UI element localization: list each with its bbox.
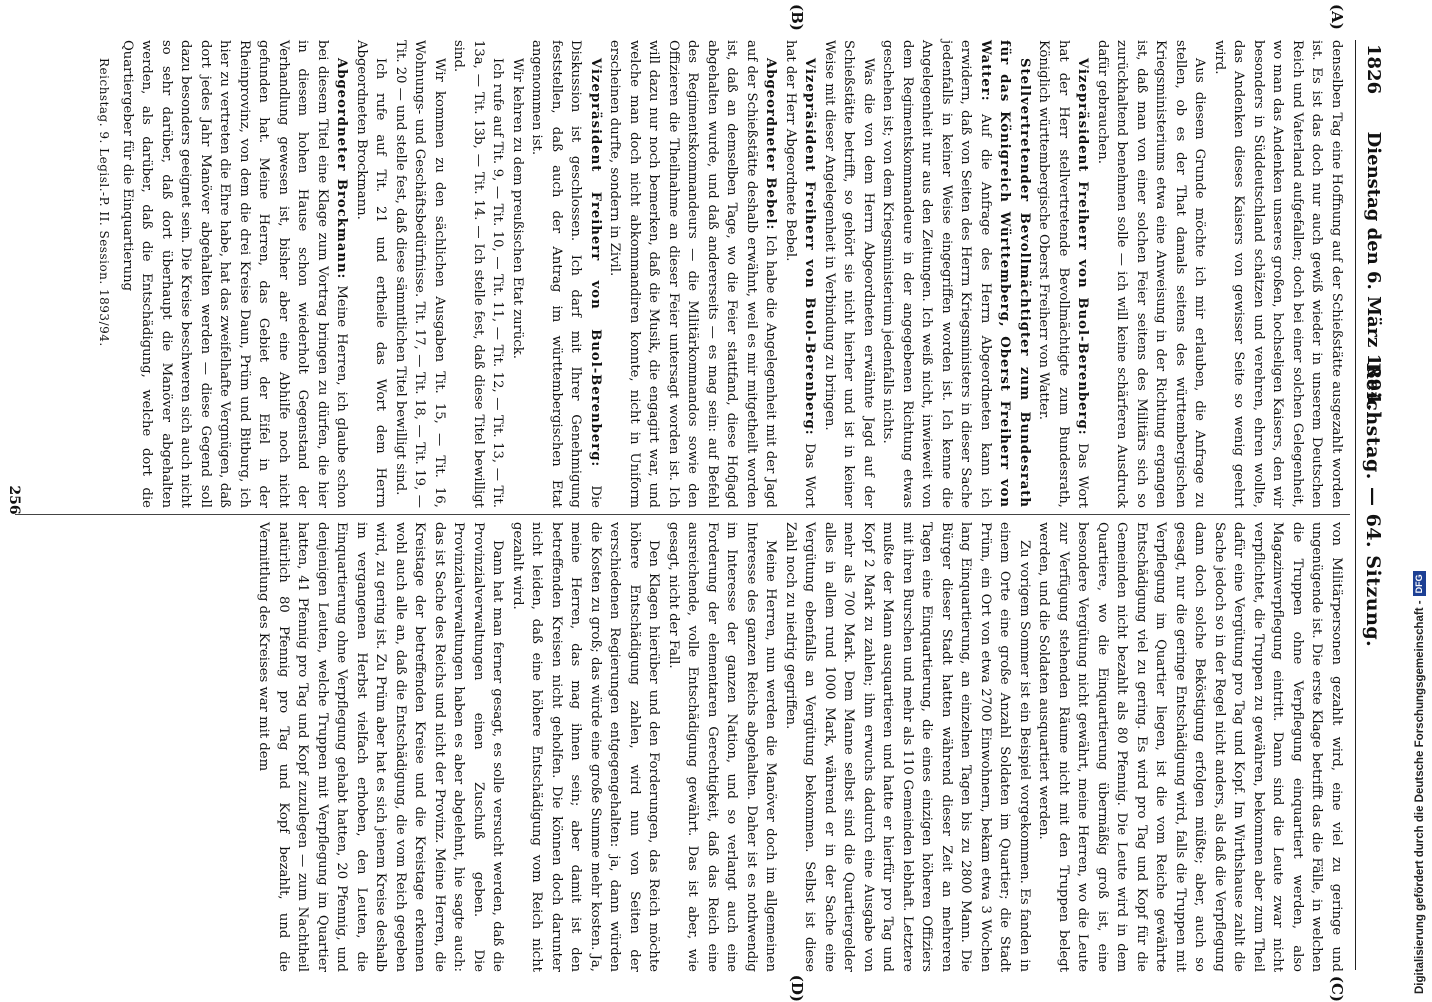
speaker-name: Abgeordneter Brockmann: (334, 58, 350, 280)
paragraph (781, 40, 820, 508)
header-date: Dienstag den 6. März 1894. (1363, 131, 1384, 410)
paragraph: Wir kommen zu den sächlichen Ausgaben Tit. 15, — Tit. 16, Wohnungs- und Geschäftsbedürfnisse. Tit. 17, — Tit. 18, — Tit. 19, — Tit. 20 — und stelle fest, daß diese sämmtlichen Titel bewilligt sind. (393, 40, 447, 508)
paragraph: Zu vorigem Sommer ist ein Beispiel vorgekommen. Es fanden in einem Orte eine große Anzahl Soldaten im Quartier; die Stadt Prüm, ein Ort von etwa 2700 Einwohnern, bekam etwa 3 Wochen lang Einquartierung, an einzelnen Tagen bis zu 2800 Mann. Die Bürger dieser Stadt hatten während dieser Zeit an mehreren Tagen eine Einquartierung, die eines einzigen höheren Offiziers mit ihren Burschen und mehr als 110 Gemeinden lebhaft. Letztere mußte der Mann ausquartieren und hatte er hierfür pro Tag und Kopf 2 Mark zu zahlen; ihm erwuchs dadurch eine Ausgabe von mehr als 700 Mark. Dem Manne selbst sind die Quartiergelder alles in allem rund 1000 Mark, während er in der Sache eine Vergütung ebenfalls an Vergütung bekommen. Selbst ist diese Zahl noch zu niedrig gegriffen. (783, 522, 1032, 972)
paragraph: denselben Tag eine Hoffnung auf der Schießstätte ausgezahlt worden ist. Es ist das doch nur auch gewiß wieder in unserem Deutschen Reich und Vaterland aufgefallen; doch bei einer solchen Gelegenheit, wo man das Andenken unseres großen, hochseligen Kaisers, den wir besonders in Süddeutschland schätzen und verehren, ehren wollte, das Andenken dieses Kaisers von gewisser Seite so wenig geehrt wird. (1212, 40, 1344, 508)
speaker-name: Vizepräsident Freiherr von Buol-Berenberg: (802, 58, 818, 436)
speaker-name: Vizepräsident Freiherr von Buol-Berenberg: (1075, 58, 1091, 436)
paragraph: Was die von dem Herrn Abgeordneten erwähnte Jagd auf der Schießstätte betrifft, so gehört sie nicht hierher und ist in keiner Weise mit dieser Angelegenheit in Verbindung zu bringen. (822, 40, 876, 508)
left-column (94, 4, 1346, 509)
speech-text: Auf die Anfrage des Herrn Abgeordneten kann ich erwidern, daß von Seiten des Herrn Kriegsministers in dieser Sache jedenfalls in keiner Weise eingegriffen worden ist. Ich kenne die Angelegenheit nur aus den Zeitungen. Ich weiß nicht, inwieweit von dem Regimentskommandeure in der angegebenen Richtung etwas geschehen ist; von dem Kriegsministerium jedenfalls nichts. (880, 40, 993, 508)
margin-marker-c: (C) (1328, 975, 1346, 1002)
speech-text: Die Diskussion ist geschlossen. Ich darf mit Ihrer Genehmigung feststellen, daß auch der Antrag im württembergischen Etat angenommen ist. (529, 40, 603, 508)
margin-marker-d: (D) (788, 974, 806, 1002)
digitization-note-text: Digitalisierung gefördert durch die Deutsche Forschungsgemeinschaft - (1414, 600, 1426, 994)
paragraph (1034, 40, 1093, 508)
paragraph: Ich rufe auf Tit. 9, — Tit. 10, — Tit. 11, — Tit. 12, — Tit. 13, — Tit. 13a, — Tit. 13b, — Tit. 14. — Ich stelle fest, daß diese Titel bewilligt sind. (451, 40, 506, 508)
paragraph: Aus diesem Grunde möchte ich mir erlauben, die Anfrage zu stellen, ob es der That damals seitens des württembergischen Kriegsministeriums etwa eine Anweisung in der Richtung ergangen ist, daß man von einer solchen Feier seitens des Militärs sich so zurückhaltend benehmen solle — ich will keine schärferen Ausdruck dafür gebrauchen. (1095, 40, 1208, 508)
dfg-logo-icon: DFG (1413, 571, 1426, 596)
paragraph: Meine Herren, nun werden die Manöver doch im allgemeinen Interesse des ganzen Reichs abgehalten. Daher ist es nothwendig im Interesse der ganzen Nation, und so verlangt auch eine Forderung der elementaren Gerechtigkeit, daß das Reich eine ausreichende, volle Entschädigung gewährt. Das ist aber, wie gesagt, nicht der Fall. (666, 522, 779, 972)
paragraph: Den Klagen hierüber und den Forderungen, das Reich möchte höhere Entschädigung zahlen, wird nun von Seiten der verschiedenen Regierungen entgegengehalten: ja, dann würden die Kosten zu groß; das würde eine große Summe mehr kosten. Ja, meine Herren, das mag ihnen sein; aber damit ist den betreffenden Kreisen nicht geholfen. Die können doch darunter nicht leiden, daß eine höhere Entschädigung vom Reich nicht gezahlt wird. (510, 522, 662, 972)
paragraph (118, 40, 352, 508)
speaker-name: Vizepräsident Freiherr von Buol-Berenberg: (588, 58, 603, 468)
digitization-note (1410, 0, 1430, 1000)
speech-text: Das Wort hat der Herr stellvertretende Bevollmächtigte zum Bundesrath, Königlich württembergische Oberst Freiherr von Watter. (1036, 40, 1091, 508)
page-footer-number: 256 (6, 485, 22, 515)
paragraph: Dann hat man ferner gesagt, es solle versucht werden, daß die Provinzialverwaltungen einen Zuschuß geben. Die Provinzialverwaltungen haben es aber abgelehnt, hie sagte auch: das ist Sache des Reichs und nicht der Provinz. Meine Herren, die Kreistage der betreffenden Kreise und die Kreistage erkennen wohl auch alle an, daß die Entschädigung, die vom Reich gegeben wird, zu gering ist. Zu Prüm aber hat es sich jenem Kreise deshalb im vergangenen Herbst vielfach erhoben, den Leuten, die Einquartierung ohne Verpflegung gehabt hatten, 20 Pfennig, und denjenigen Leuten, welche Truppen mit Verpflegung im Quartier hatten, 41 Pfennig pro Tag und Kopf zuzulegen — zum Nachtheil natürlich 80 Pfennig pro Tag und Kopf bezahlt, und die Vermittlung des Kreises war mit dem (256, 522, 506, 972)
speech-text: Das Wort hat der Herr Abgeordnete Bebel. (783, 40, 818, 508)
column-divider (15, 514, 1350, 515)
page-number: 1826 (1363, 44, 1384, 95)
paragraph (878, 40, 1034, 508)
header-title: Reichstag. — 64. Sitzung. (1362, 362, 1384, 648)
speaker-name: Stellvertretender Bevollmächtigter zum Bundesrath für das Königreich Württemberg, Oberst Freiherr von Watter: (978, 40, 1032, 508)
right-column (254, 522, 1346, 1002)
margin-marker-a: (A) (1328, 4, 1346, 30)
digitization-sidebar (1410, 0, 1432, 1000)
margin-marker-b: (B) (788, 4, 806, 31)
paragraph: von Militärpersonen gezahlt wird, eine viel zu geringe und ungenügende ist. Die erste Klage betrifft das die Fälle, in welchen die Truppen ohne Verpflegung einquartiert werden, also Magazinverpflegung eintritt. Dann sind die Leute zwar nicht verpflichtet, die Truppen zu gewähren, bekommen aber zum Theil dafür eine Vergütung pro Tag und Kopf. Im Wirthshause zahlt die Sache jedoch so in der Regel nicht anders, als daß die Verpflegung dann doch solche Beköstigung erfolgen müßte; aber, auch so gesagt, nur die geringe Entschädigung wird, falls die Truppen mit Verpflegung im Quartier liegen, ist die vom Reiche gewährte Entschädigung viel zu gering. Es wird pro Tag und Kopf für die Gemeinden nicht bezahlt als 80 Pfennig. Die Leute wird in dem Quartiere, wo die Einquartierung übermäßig groß ist, eine besondere Vergütung nicht gewährt, meine Herren, wo die Leute zur Verfügung stehenden Räume nicht mit den Truppen belegt werden, und die Soldaten ausquartiert werden. (1036, 522, 1344, 972)
speech-text: Ich habe die Angelegenheit mit der Jagd auf der Schießstätte deshalb erwähnt, weil es mir mitgetheilt worden ist, daß an demselben Tage, wo die Feier stattfand, diese Hofjagd abgehalten wurde, und daß andererseits — es mag sein: auf Befehl des Regimentskommandeurs — die Militärkommandos sowie den Offizieren die Theilnahme an dieser Feier untersagt worden ist. Ich will dazu nur noch bemerken, daß die Musik, die engagirt war, und welche man doch nicht abkommandiren konnte, nicht in Uniform erscheinen durfte, sondern in Zivil. (607, 40, 779, 509)
paragraph (605, 40, 781, 508)
paragraph (527, 40, 605, 508)
speaker-name: Abgeordneter Bebel: (763, 58, 779, 231)
paragraph: Wir kehren zu dem preußischen Etat zurück. (510, 58, 525, 359)
page-header (1355, 40, 1390, 970)
speech-text: Meine Herren, ich glaube schon bei diesem Titel eine Klage zum Vortrag bringen zu dürfen, die hier in diesem hohen Hause schon wiederholt Gegenstand der Verhandlung gewesen ist, bisher aber eine Abhilfe noch nicht gefunden hat. Meine Herren, das Gebiet der Eifel in der Rheinprovinz, von dem die drei Kreise Daun, Prüm und Bitburg, ich hier zu vertreten die Ehre habe, hat das zweifelhafte Vergnügen, daß dort jedes Jahr Manöver abgehalten werden — diese Gegend soll dazu besonders geeignet sein. Die Kreise beschweren sich auch nicht so sehr darüber, daß dort überhaupt die Manöver abgehalten werden, als darüber, daß die Entschädigung, welche dort die Quartiergeber für die Einquartierung (120, 40, 350, 508)
footer-session-line: Reichstag. 9. Legisl.-P. II. Session. 1893/94. (97, 58, 112, 347)
paragraph: Ich rufe auf Tit. 21 und ertheile das Wort dem Herrn Abgeordneten Brockmann. (354, 40, 389, 508)
